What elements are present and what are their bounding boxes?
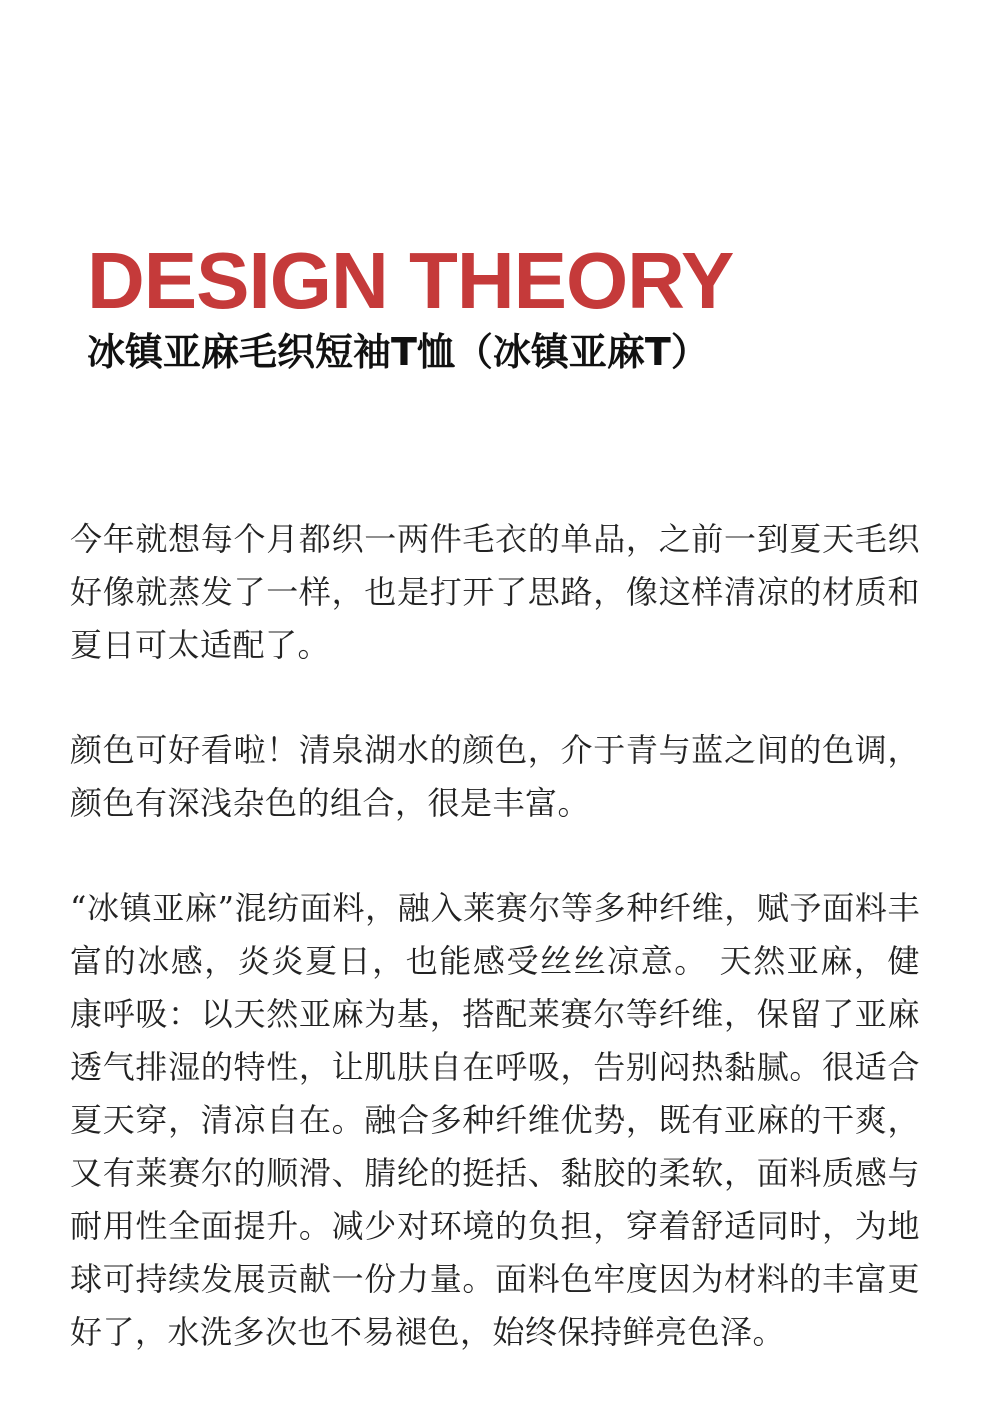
article-body — [70, 513, 920, 1359]
paragraph-color: 颜色可好看啦！清泉湖水的颜色，介于青与蓝之间的色调，颜色有深浅杂色的组合，很是丰富。 — [70, 731, 920, 822]
paragraph-intro: 今年就想每个月都织一两件毛衣的单品，之前一到夏天毛织好像就蒸发了一样，也是打开了思路，像这样清凉的材质和夏日可太适配了。 — [70, 520, 920, 664]
english-title: DESIGN THEORY — [87, 236, 734, 325]
chinese-title: 冰镇亚麻毛织短袖T恤（冰镇亚麻T） — [87, 330, 709, 374]
heading-block — [87, 236, 947, 376]
paragraph-fabric: “冰镇亚麻”混纺面料，融入莱赛尔等多种纤维，赋予面料丰富的冰感，炎炎夏日，也能感受丝丝凉意。 天然亚麻，健康呼吸：以天然亚麻为基，搭配莱赛尔等纤维，保留了亚麻透气排湿的特性，让肌肤自在呼吸，告别闷热黏腻。很适合夏天穿，清凉自在。融合多种纤维优势，既有亚麻的干爽，又有莱赛尔的顺滑、腈纶的挺括、黏胶的柔软，面料质感与耐用性全面提升。减少对环境的负担，穿着舒适同时，为地球可持续发展贡献一份力量。面料色牢度因为材料的丰富更好了，水洗多次也不易褪色，始终保持鲜亮色泽。 — [70, 889, 920, 1351]
